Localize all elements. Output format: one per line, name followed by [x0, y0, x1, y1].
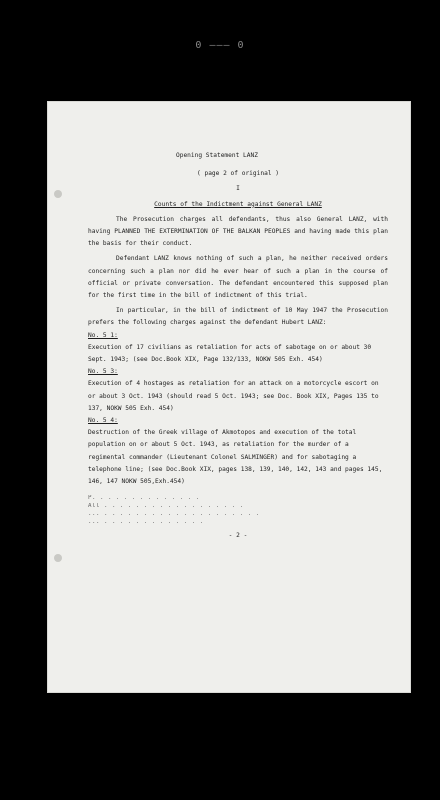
page-of-original: ( page 2 of original ) [197, 170, 279, 178]
faint-text-line: All . . . . . . . . . . . . . . . . . . [88, 503, 244, 510]
faint-text-line: ... . . . . . . . . . . . . . [88, 519, 204, 526]
section-title: Counts of the Indictment against General LANZ [154, 200, 322, 208]
count-text: Execution of 17 civilians as retaliation for acts of sabotage on or about 30 Sept. 1943; (see Doc.Book XIX, Page 132/133, NOKW 505 Exh. 454) [88, 343, 372, 364]
punch-hole [54, 190, 62, 198]
faint-text-line: ... . . . . . . . . . . . . . . . . . . . . [88, 511, 260, 518]
paragraph: In particular, in the bill of indictment of 10 May 1947 the Prosecution prefers the following charges against the defendant Hubert LANZ: [88, 307, 388, 327]
document-header: Opening Statement LANZ [176, 152, 258, 159]
faint-text-line: P. . . . . . . . . . . . . . [88, 495, 200, 502]
document-page [48, 102, 410, 692]
count-label: No. 5 4: [88, 417, 118, 425]
paragraph: Defendant LANZ knows nothing of such a plan, he neither received orders concerning such a plan nor did he ever hear of such a plan in the course of official or private conversation. The defendant encountered this supposed plan for the first time in the bill of indictment of this trial. [88, 255, 388, 300]
section-numeral: I [236, 185, 240, 193]
film-frame-mark: 0 ——— 0 [195, 40, 245, 51]
count-label: No. 5 3: [88, 368, 118, 376]
page-number: - 2 - [228, 532, 248, 540]
punch-hole [54, 554, 62, 562]
paragraph: The Prosecution charges all defendants, thus also General LANZ, with having PLANNED THE EXTERMINATION OF THE BALKAN PEOPLES and having made this plan the basis for their conduct. [88, 215, 388, 248]
count-text: Destruction of the Greek village of Akmotopos and execution of the total population on or about 5 Oct. 1943, as retaliation for the murder of a regimental commander (Lieutenant Colonel SALMINGER) and for sabotaging a telephone line; (see Doc.Book XIX, pages 138, 139, 140, 142, 143 and pages 145, 146, 147 NOKW 505,Exh.454) [88, 429, 383, 486]
count-label: No. 5 1: [88, 331, 118, 339]
document-body [88, 150, 388, 542]
count-text: Execution of 4 hostages as retaliation for an attack on a motorcycle escort on or about 3 Oct. 1943 (should read 5 Oct. 1943; see Doc. Book XIX, Pages 135 to 137, NOKW 505 Exh. 454) [88, 380, 379, 412]
